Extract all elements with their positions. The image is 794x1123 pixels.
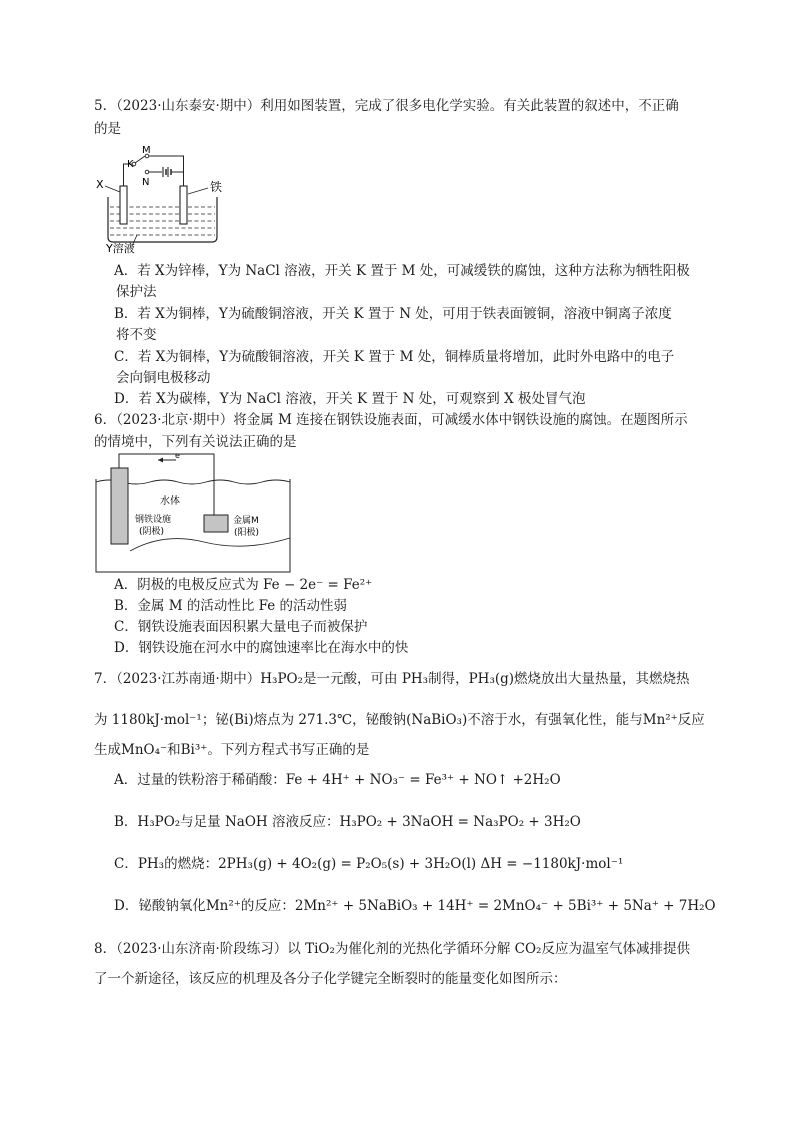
q6-electron-label: e⁻ [175,452,185,460]
q7-option-d: D．铋酸钠氧化Mn²⁺的反应：2Mn²⁺ + 5NaBiO₃ + 14H⁺ = 2MnO₄⁻ + 5Bi³⁺ + 5Na⁺ + 7H₂O [114,898,716,914]
q7-option-a: A．过量的铁粉溶于稀硝酸：Fe + 4H⁺ + NO₃⁻ = Fe³⁺ + NO↑ +2H₂O [114,772,561,788]
q6-stem-line2: 的情境中，下列有关说法正确的是 [94,434,297,450]
q5-option-b-line2: 将不变 [116,327,157,343]
q5-option-c-line1: C．若 X为铜棒，Y为硫酸铜溶液，开关 K 置于 M 处，铜棒质量将增加，此时外电路中的电子 [114,349,675,365]
q7-stem-line1: 7．（2023·江苏南通·期中）H₃PO₂是一元酸，可由 PH₃制得，PH₃(g)燃烧放出大量热量，其燃烧热 [94,671,690,687]
q5-option-a-line1: A．若 X为锌棒，Y为 NaCl 溶液，开关 K 置于 M 处，可减缓铁的腐蚀，这种方法称为牺牲阳极 [114,263,690,279]
q8-stem-line2: 了一个新途径，该反应的机理及各分子化学键完全断裂时的能量变化如图所示： [94,971,567,987]
q8-stem-line1: 8．（2023·山东济南·阶段练习）以 TiO₂为催化剂的光热化学循环分解 CO₂反应为温室气体减排提供 [94,941,690,957]
q5-label-iron: 铁 [210,180,223,194]
q5-option-b-line1: B．若 X为铜棒，Y为硫酸铜溶液，开关 K 置于 N 处，可用于铁表面镀铜，溶液中铜离子浓度 [114,306,672,322]
q5-label-solution: Y溶液 [106,242,135,254]
q5-stem-line2: 的是 [94,121,121,137]
q5-stem-line1: 5．（2023·山东泰安·期中）利用如图装置，完成了很多电化学实验。有关此装置的叙述中，不正确 [94,98,679,114]
q6-option-d: D．钢铁设施在河水中的腐蚀速率比在海水中的快 [114,640,409,656]
q5-option-c-line2: 会向铜电极移动 [116,370,211,386]
q6-corrosion-figure [94,452,294,574]
q7-stem-line2: 为 1180kJ·mol⁻¹；铋(Bi)熔点为 271.3℃，铋酸钠(NaBiO₃)不溶于水，有强氧化性，能与Mn²⁺反应 [94,712,705,728]
q7-stem-line3: 生成MnO₄⁻和Bi³⁺。下列方程式书写正确的是 [94,742,370,758]
q6-water-label: 水体 [160,496,180,507]
q6-option-c: C．钢铁设施表面因积累大量电子而被保护 [114,619,368,635]
q6-stem-line1: 6．（2023·北京·期中）将金属 M 连接在钢铁设施表面，可减缓水体中钢铁设施的腐蚀。在题图所示 [94,412,688,428]
q6-option-a: A．阴极的电极反应式为 Fe − 2e⁻ = Fe²⁺ [114,577,373,593]
q5-label-n: N [142,177,150,188]
q6-metal-role: (阳极) [234,528,260,538]
q5-electrolysis-figure [92,142,242,254]
q6-steel-label: 钢铁设施 [135,515,172,525]
q6-steel-role: (阴极) [139,527,165,537]
q5-label-x: X [96,178,104,191]
q7-option-b: B．H₃PO₂与足量 NaOH 溶液反应：H₃PO₂ + 3NaOH = Na₃PO₂ + 3H₂O [114,814,581,830]
q5-option-d: D．若 X为碳棒，Y为 NaCl 溶液，开关 K 置于 N 处，可观察到 X 极处冒气泡 [114,391,586,407]
q6-option-b: B．金属 M 的活动性比 Fe 的活动性弱 [114,598,348,614]
q5-label-k: K [127,159,134,170]
q6-metal-label: 金属M [233,516,259,526]
q5-option-a-line2: 保护法 [116,284,157,300]
q5-label-m: M [142,145,151,156]
q7-option-c: C．PH₃的燃烧：2PH₃(g) + 4O₂(g) = P₂O₅(s) + 3H₂O(l) ΔH = −1180kJ·mol⁻¹ [114,856,624,872]
